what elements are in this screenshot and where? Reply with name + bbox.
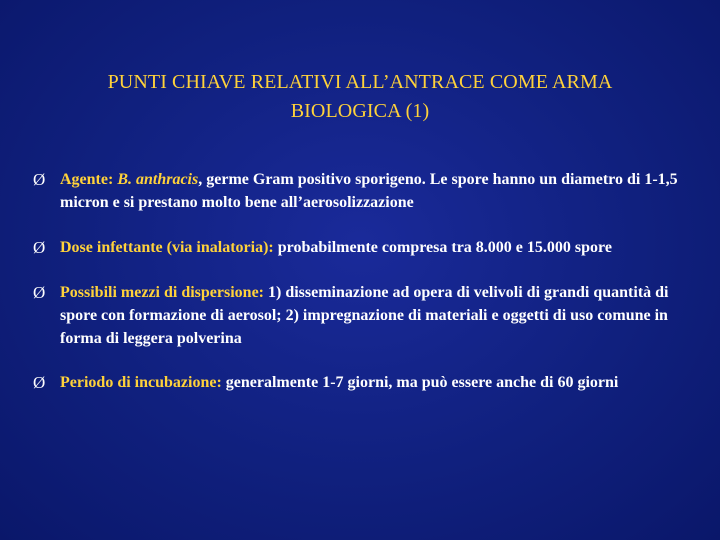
arrow-bullet-icon: Ø [33,283,46,302]
bullet-periodo-incubazione [33,371,697,394]
bullet-label: Agente: [60,171,114,188]
bullet-label-italic: B. anthracis [117,171,199,188]
bullet-dose-infettante [33,236,697,259]
bullet-text: 1) disseminazione ad opera di velivoli di grandi quantità di spore con formazione di aerosol; 2) impregnazione di materiali e oggetti di uso comune in forma di leggera polverina [60,284,669,347]
bullet-text: , germe Gram positivo sporigeno. Le spore hanno un diametro di 1-1,5 micron e si prestano molto bene all’aerosolizzazione [60,171,678,211]
bullet-mezzi-dispersione [33,281,697,350]
bullet-text: generalmente 1-7 giorni, ma può essere anche di 60 giorni [221,374,619,391]
bullet-label: Dose infettante (via inalatoria): [60,239,274,256]
slide-title [20,68,700,126]
bullet-list [33,168,697,416]
arrow-bullet-icon: Ø [33,170,46,189]
bullet-text: probabilmente compresa tra 8.000 e 15.000 spore [273,239,612,256]
slide-title-line-2: BIOLOGICA (1) [290,100,430,122]
arrow-bullet-icon: Ø [33,373,46,392]
slide-title-line-1: PUNTI CHIAVE RELATIVI ALL’ANTRACE COME ARMA [107,71,613,93]
bullet-agente [33,168,697,214]
bullet-label: Periodo di incubazione: [60,374,222,391]
bullet-label: Possibili mezzi di dispersione: [60,284,264,301]
arrow-bullet-icon: Ø [33,238,46,257]
